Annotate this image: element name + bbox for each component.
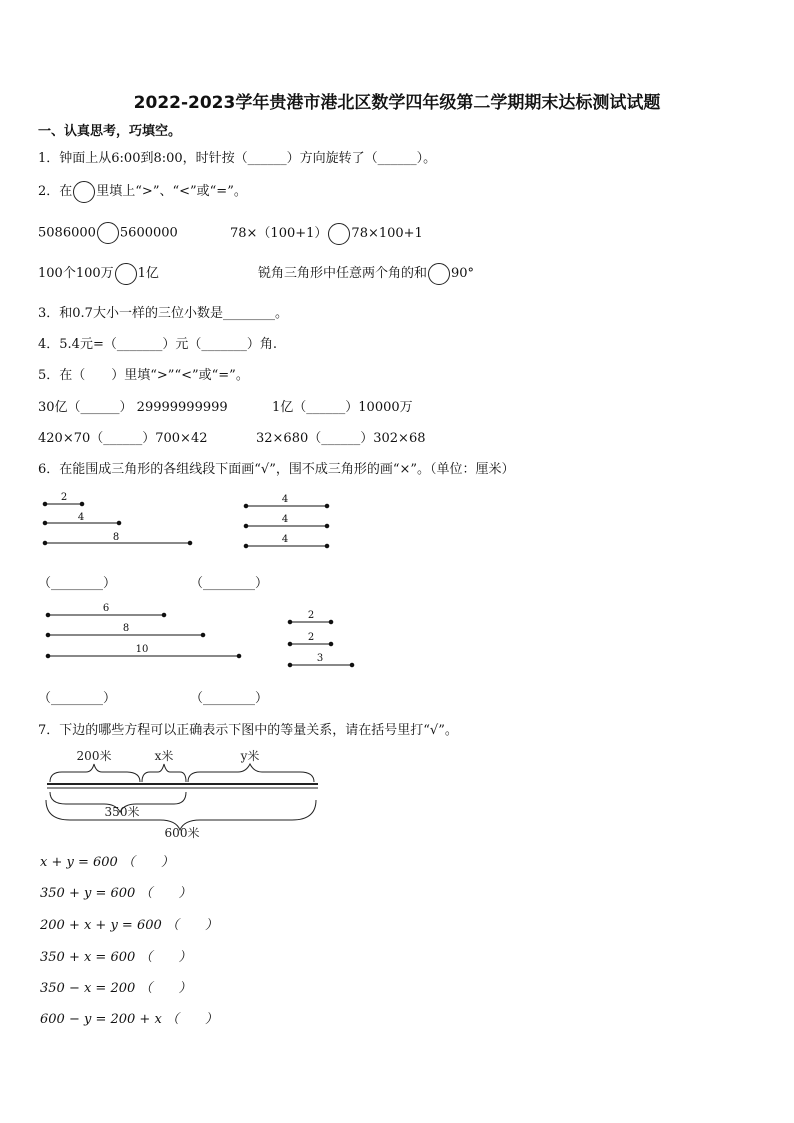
compare-circle[interactable] <box>328 223 350 245</box>
question-2-prefix: 2．在 <box>38 184 73 199</box>
compare-item-2 <box>230 222 423 245</box>
distance-diagram <box>0 740 794 840</box>
section-heading: 一、认真思考，巧填空。 <box>38 124 182 139</box>
diagram-label: y米 <box>240 749 260 763</box>
equation-option[interactable]: 350 − x = 200 （ ） <box>40 981 192 996</box>
question-5-item: 30亿（______） 29999999999 <box>38 400 228 415</box>
segment-label: 6 <box>102 603 110 614</box>
compare-right: 1亿 <box>137 266 159 281</box>
page-title: 2022-2023学年贵港市港北区数学四年级第二学期期末达标测试试题 <box>133 93 661 113</box>
answer-blank[interactable]: （________） <box>190 576 269 591</box>
segment-label: 2 <box>307 610 315 621</box>
question-2-heading <box>38 180 247 203</box>
diagram-label: x米 <box>154 749 174 763</box>
equation-option[interactable]: 350 + y = 600 （ ） <box>40 886 192 901</box>
diagram-label: 600米 <box>164 826 200 840</box>
segment-label: 10 <box>135 644 149 655</box>
question-5-item: 1亿（______）10000万 <box>272 400 413 415</box>
segment-label: 8 <box>122 623 130 634</box>
compare-left: 5086000 <box>38 225 96 241</box>
equation-option[interactable]: 350 + x = 600 （ ） <box>40 950 192 965</box>
segment-label: 4 <box>281 514 289 525</box>
equation-option[interactable]: 200 + x + y = 600 （ ） <box>40 918 218 933</box>
equation-option[interactable]: x + y = 600 （ ） <box>40 855 174 870</box>
compare-item-1 <box>38 222 178 244</box>
compare-item-4 <box>258 262 474 285</box>
compare-left: 78×（100+1） <box>230 226 328 241</box>
segment-label: 8 <box>112 532 120 543</box>
compare-right: 5600000 <box>119 225 178 241</box>
question-5-item: 420×70（______）700×42 <box>38 431 208 446</box>
question-3: 3．和0.7大小一样的三位小数是________。 <box>38 306 288 321</box>
compare-circle[interactable] <box>428 263 450 285</box>
segment-groups-figure <box>0 480 794 710</box>
compare-right: 90° <box>451 266 475 281</box>
compare-item-3 <box>38 262 159 285</box>
question-6-heading: 6．在能围成三角形的各组线段下面画“√”，围不成三角形的画“×”。（单位：厘米） <box>38 462 515 477</box>
question-2-suffix: 里填上“>”、“<”或“=”。 <box>96 184 247 199</box>
diagram-label: 200米 <box>76 749 112 763</box>
diagram-label: 350米 <box>104 805 140 819</box>
compare-left: 锐角三角形中任意两个角的和 <box>258 266 428 281</box>
question-7-heading: 7．下边的哪些方程可以正确表示下图中的等量关系，请在括号里打“√”。 <box>38 723 458 738</box>
segment-label: 4 <box>281 534 289 545</box>
segment-label: 4 <box>77 512 85 523</box>
segment-label: 3 <box>316 653 324 664</box>
question-5-item: 32×680（______）302×68 <box>256 431 426 446</box>
answer-blank[interactable]: （________） <box>190 691 269 706</box>
compare-left: 100个100万 <box>38 266 114 281</box>
question-5-heading: 5．在（ ）里填“>”“<”或“=”。 <box>38 368 249 383</box>
answer-blank[interactable]: （________） <box>38 576 117 591</box>
compare-circle[interactable] <box>73 181 95 203</box>
segment-label: 2 <box>307 632 315 643</box>
segment-label: 4 <box>281 494 289 505</box>
answer-blank[interactable]: （________） <box>38 691 117 706</box>
compare-circle[interactable] <box>97 222 119 244</box>
compare-right: 78×100+1 <box>351 226 423 241</box>
equation-option[interactable]: 600 − y = 200 + x （ ） <box>40 1012 218 1027</box>
question-1: 1．钟面上从6:00到8:00，时针按（______）方向旋转了（______）。 <box>38 151 437 166</box>
segment-label: 2 <box>60 492 68 503</box>
compare-circle[interactable] <box>115 263 137 285</box>
question-4: 4．5.4元=（_______）元（_______）角. <box>38 337 277 352</box>
